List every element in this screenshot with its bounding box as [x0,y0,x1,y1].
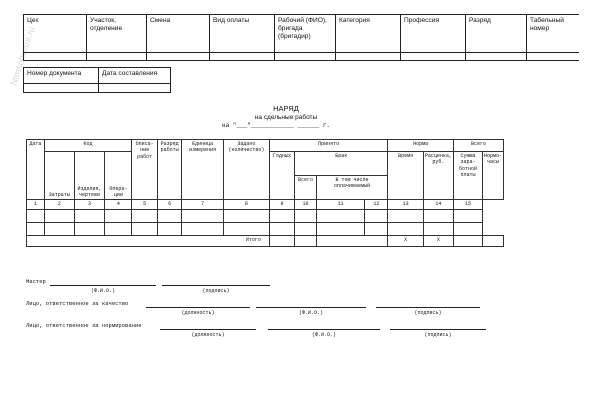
sub-defect: Брак [295,152,388,176]
table-cell[interactable] [365,223,388,236]
col-work-desc: Описа-ние работ [132,140,157,200]
table-cell[interactable] [74,210,105,223]
total-x-time: Х [388,236,424,247]
master-fio-caption: (Ф.И.О.) [90,288,115,294]
quality-fio-line[interactable] [256,307,366,308]
sub-rate: Расценка, руб. [423,152,453,200]
table-cell[interactable] [423,210,453,223]
table-cell[interactable] [27,223,45,236]
watermark-text: Ntmsoftware.ru [8,25,37,87]
quality-sign-line[interactable] [376,307,480,308]
sub-good: Годных [269,152,294,200]
table-cell[interactable] [365,210,388,223]
column-number: 3 [74,200,105,210]
doc-date-value[interactable] [99,84,171,93]
table-cell[interactable] [157,223,182,236]
document-title [186,104,386,130]
doc-number-label: Номер документа [24,68,99,84]
table-cell[interactable] [316,210,365,223]
work-order-table [26,139,504,247]
column-number: 8 [223,200,269,210]
column-number: 15 [453,200,482,210]
master-sign-caption: (подпись) [202,288,230,294]
table-cell[interactable] [182,223,223,236]
title-main: НАРЯД [273,104,299,113]
col-assigned: Задано (количество) [223,140,269,200]
header-cell-category: Категория [336,15,401,53]
master-label: Мастер [26,278,46,285]
quality-label: Лицо, ответственное за качество [26,300,129,307]
table-cell[interactable] [27,210,45,223]
sub-product: Изделия, чертежи [74,152,105,200]
doc-number-value[interactable] [24,84,99,93]
col-norm: Норма [388,140,454,152]
norm-fio-caption: (Ф.И.О.) [311,332,336,338]
table-cell[interactable] [453,210,482,223]
table-cell[interactable] [105,210,132,223]
quality-sign-caption: (подпись) [414,310,442,316]
header-cell-grade: Разряд [466,15,527,53]
total-x-rate: Х [423,236,453,247]
column-numbers-row [27,200,504,210]
norm-sign-line[interactable] [390,329,486,330]
master-fio-line[interactable] [50,285,156,286]
table-cell[interactable] [388,210,424,223]
column-number: 6 [157,200,182,210]
table-cell[interactable] [105,223,132,236]
column-number: 4 [105,200,132,210]
quality-position-caption: (должность) [181,310,215,316]
column-number: 9 [269,200,294,210]
column-number: 10 [295,200,317,210]
norm-position-caption: (должность) [191,332,225,338]
sub-time: Время [388,152,424,200]
doc-info-table [23,67,171,93]
table-cell[interactable] [44,223,74,236]
header-cell-section: Участок, отделение [87,15,147,53]
sub-pay-sum: Сумма зара-ботной платы [453,152,482,200]
sub-operation: Опера-ции [105,152,132,200]
column-number: 1 [27,200,45,210]
sub-norm-hours: Нормо-часы [482,152,503,200]
column-number: 2 [44,200,74,210]
total-row [27,236,504,247]
column-number: 14 [423,200,453,210]
header-cell-worker: Рабочий (ФИО), бригада (бригадир) [275,15,336,53]
header-table [23,14,579,61]
table-cell[interactable] [269,210,294,223]
total-label: Итого [27,236,270,247]
table-cell[interactable] [423,223,453,236]
col-date: Дата [27,140,45,200]
header-cell-personnel-number: Табельный номер [527,15,580,53]
column-number: 5 [132,200,157,210]
table-cell[interactable] [295,223,317,236]
table-cell[interactable] [388,223,424,236]
table-cell[interactable] [182,210,223,223]
norm-position-line[interactable] [160,329,256,330]
header-cell-profession: Профессия [401,15,466,53]
table-cell[interactable] [316,223,365,236]
table-row [27,210,504,223]
sub-costs: Затраты [44,152,74,200]
table-row [27,223,504,236]
header-cell-pay-type: Вид оплаты [210,15,275,53]
table-cell[interactable] [453,223,482,236]
doc-date-label: Дата составления [99,68,171,84]
table-cell[interactable] [269,223,294,236]
table-cell[interactable] [157,210,182,223]
sub-defect-total: Всего [295,176,317,200]
quality-fio-caption: (Ф.И.О.) [298,310,323,316]
column-number: 12 [365,200,388,210]
norm-fio-line[interactable] [268,329,380,330]
table-cell[interactable] [132,223,157,236]
col-work-grade: Разряд работы [157,140,182,200]
header-cell-shop: Цех [24,15,87,53]
column-number: 11 [316,200,365,210]
title-date-line: на "___"____________ ______ г. [222,122,331,130]
master-sign-line[interactable] [162,285,270,286]
title-subtitle: на сдельные работы [254,113,318,121]
table-cell[interactable] [74,223,105,236]
table-cell[interactable] [223,223,269,236]
norm-sign-caption: (подпись) [424,332,452,338]
col-code: Код [44,140,132,152]
column-number: 7 [182,200,223,210]
sub-defect-paid: В том числе оплачиваемый [316,176,388,200]
column-number: 13 [388,200,424,210]
norm-label: Лицо, ответственное за нормирование [26,322,142,329]
col-accepted: Принято [269,140,387,152]
table-cell[interactable] [295,210,317,223]
col-unit: Единица измерения [182,140,223,200]
table-cell[interactable] [44,210,74,223]
col-total: Всего [453,140,503,152]
header-cell-shift: Смена [147,15,210,53]
table-cell[interactable] [223,210,269,223]
quality-position-line[interactable] [146,307,250,308]
table-cell[interactable] [132,210,157,223]
